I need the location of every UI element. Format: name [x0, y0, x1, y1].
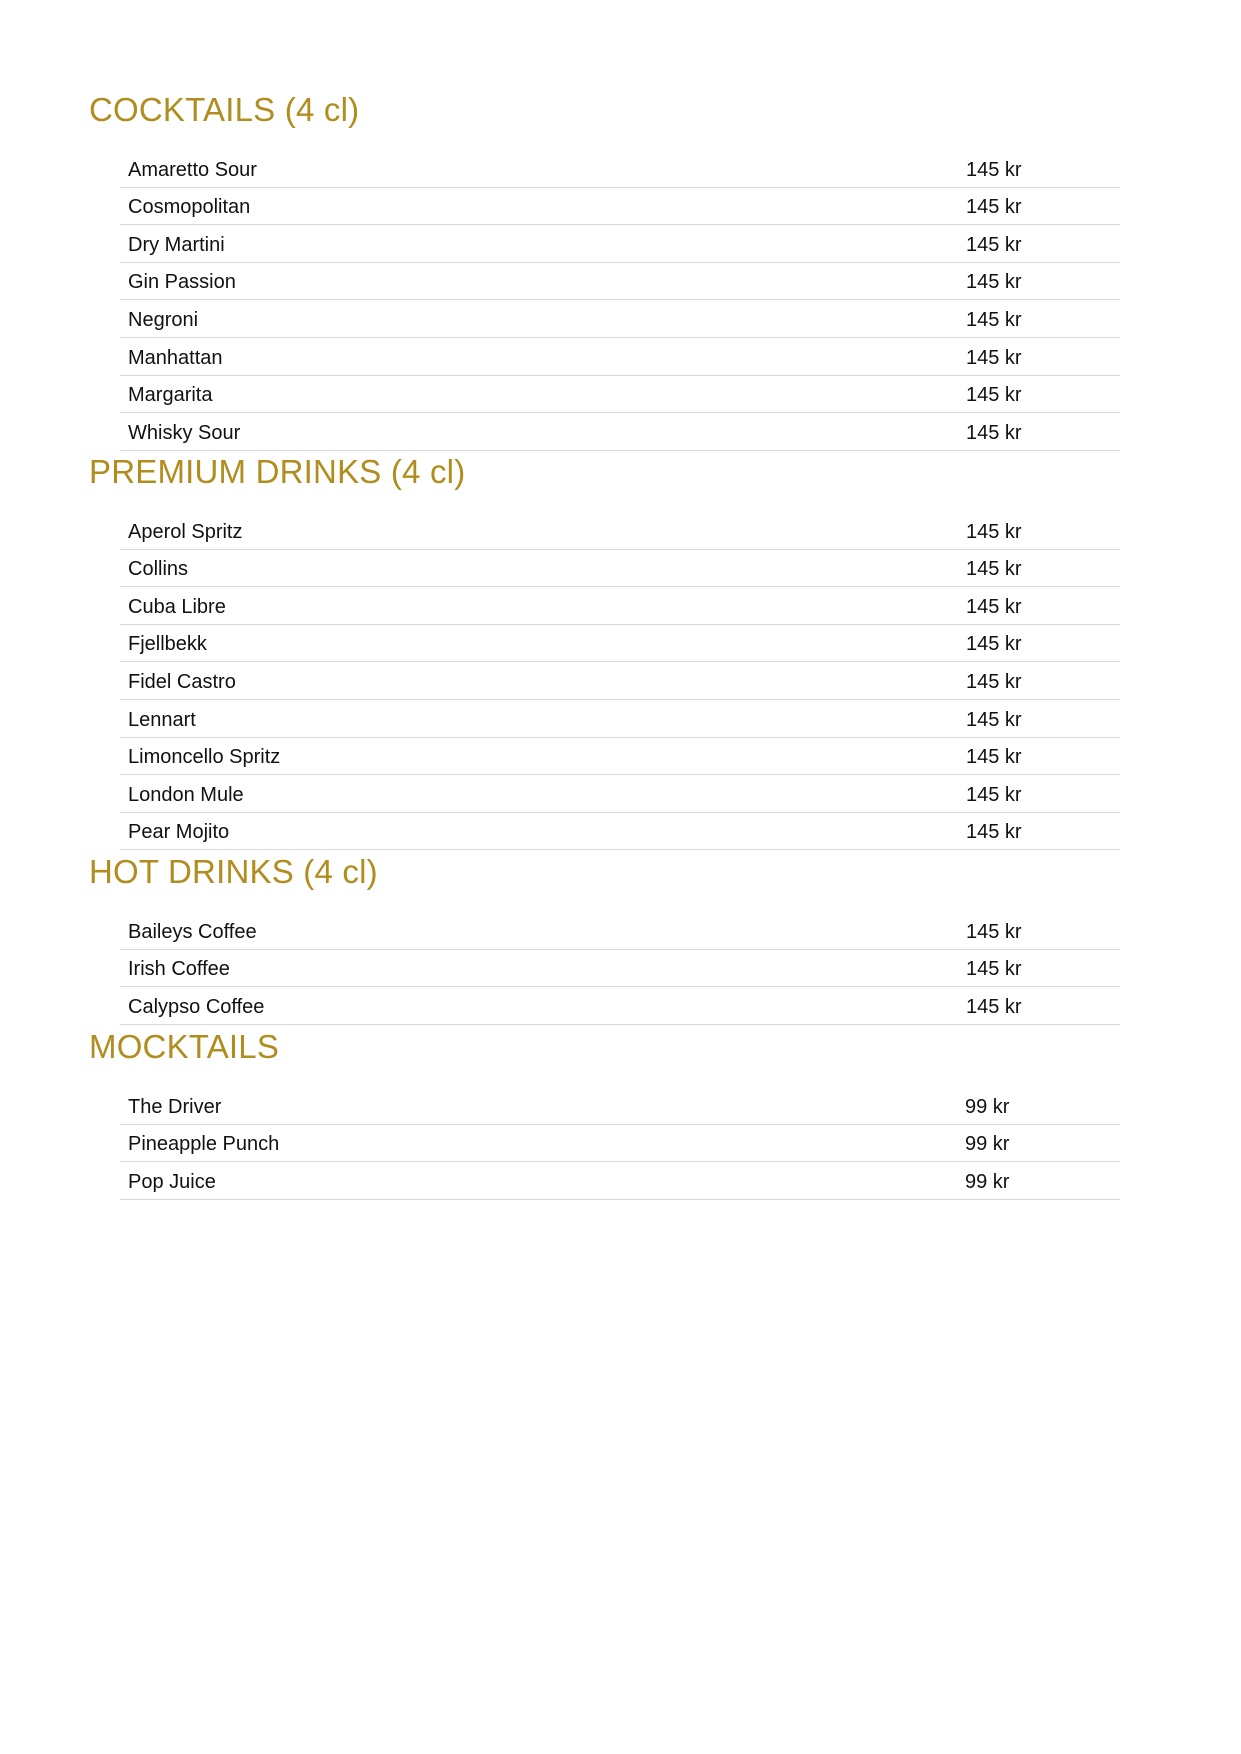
item-price: 145 kr	[966, 196, 1022, 219]
item-price: 145 kr	[966, 920, 1022, 943]
item-name: Margarita	[128, 384, 213, 407]
menu-item	[120, 263, 1120, 301]
item-price: 99 kr	[965, 1133, 1010, 1156]
item-name: Gin Passion	[128, 271, 236, 294]
item-name: Lennart	[128, 708, 196, 731]
menu-item	[120, 950, 1120, 988]
item-price: 145 kr	[966, 595, 1022, 618]
item-price: 145 kr	[966, 708, 1022, 731]
item-name: Pineapple Punch	[128, 1133, 280, 1156]
item-name: Pear Mojito	[128, 821, 230, 844]
item-name: Aperol Spritz	[128, 520, 243, 543]
item-name: Irish Coffee	[128, 958, 230, 981]
item-name: Negroni	[128, 308, 199, 331]
section-title: HOT DRINKS (4 cl)	[89, 853, 378, 890]
item-name: Amaretto Sour	[128, 158, 257, 181]
menu-item	[120, 188, 1120, 226]
item-name: Collins	[128, 558, 189, 581]
menu-item	[120, 662, 1120, 700]
item-name: Cuba Libre	[128, 595, 226, 618]
item-list	[120, 912, 1120, 1025]
menu-item	[120, 700, 1120, 738]
menu-item	[120, 338, 1120, 376]
item-price: 145 kr	[966, 308, 1022, 331]
item-price: 145 kr	[966, 520, 1022, 543]
menu-item	[120, 1162, 1120, 1200]
item-price: 145 kr	[966, 271, 1022, 294]
item-price: 145 kr	[966, 821, 1022, 844]
menu-item	[120, 150, 1120, 188]
item-price: 145 kr	[966, 421, 1022, 444]
item-name: The Driver	[128, 1095, 222, 1118]
menu-item	[120, 987, 1120, 1025]
item-price: 145 kr	[966, 346, 1022, 369]
item-name: Dry Martini	[128, 233, 225, 256]
menu-item	[120, 413, 1120, 451]
menu-item	[120, 912, 1120, 950]
item-name: Limoncello Spritz	[128, 746, 281, 769]
item-price: 145 kr	[966, 558, 1022, 581]
menu-item	[120, 813, 1120, 851]
item-price: 145 kr	[966, 233, 1022, 256]
menu-item	[120, 587, 1120, 625]
menu-item	[120, 225, 1120, 263]
item-name: Calypso Coffee	[128, 995, 265, 1018]
item-price: 99 kr	[965, 1170, 1010, 1193]
item-price: 145 kr	[966, 384, 1022, 407]
item-price: 145 kr	[966, 670, 1022, 693]
menu-item	[120, 775, 1120, 813]
section-title: COCKTAILS (4 cl)	[89, 91, 360, 128]
item-name: Fidel Castro	[128, 670, 236, 693]
item-name: Cosmopolitan	[128, 196, 251, 219]
item-price: 145 kr	[966, 633, 1022, 656]
item-list	[120, 150, 1120, 451]
menu-item	[120, 1087, 1120, 1125]
item-list	[120, 1087, 1120, 1200]
item-list	[120, 512, 1120, 850]
item-price: 145 kr	[966, 158, 1022, 181]
item-name: Whisky Sour	[128, 421, 241, 444]
item-name: Pop Juice	[128, 1170, 216, 1193]
menu-item	[120, 376, 1120, 414]
item-name: Manhattan	[128, 346, 223, 369]
item-price: 99 kr	[965, 1095, 1010, 1118]
item-name: London Mule	[128, 783, 244, 806]
item-price: 145 kr	[966, 958, 1022, 981]
item-name: Fjellbekk	[128, 633, 207, 656]
menu-item	[120, 625, 1120, 663]
item-price: 145 kr	[966, 783, 1022, 806]
menu-item	[120, 300, 1120, 338]
item-price: 145 kr	[966, 995, 1022, 1018]
menu-item	[120, 1125, 1120, 1163]
menu-item	[120, 738, 1120, 776]
menu-item	[120, 550, 1120, 588]
section-title: MOCKTAILS	[89, 1028, 280, 1065]
item-name: Baileys Coffee	[128, 920, 257, 943]
item-price: 145 kr	[966, 746, 1022, 769]
menu-item	[120, 512, 1120, 550]
section-title: PREMIUM DRINKS (4 cl)	[89, 453, 466, 490]
